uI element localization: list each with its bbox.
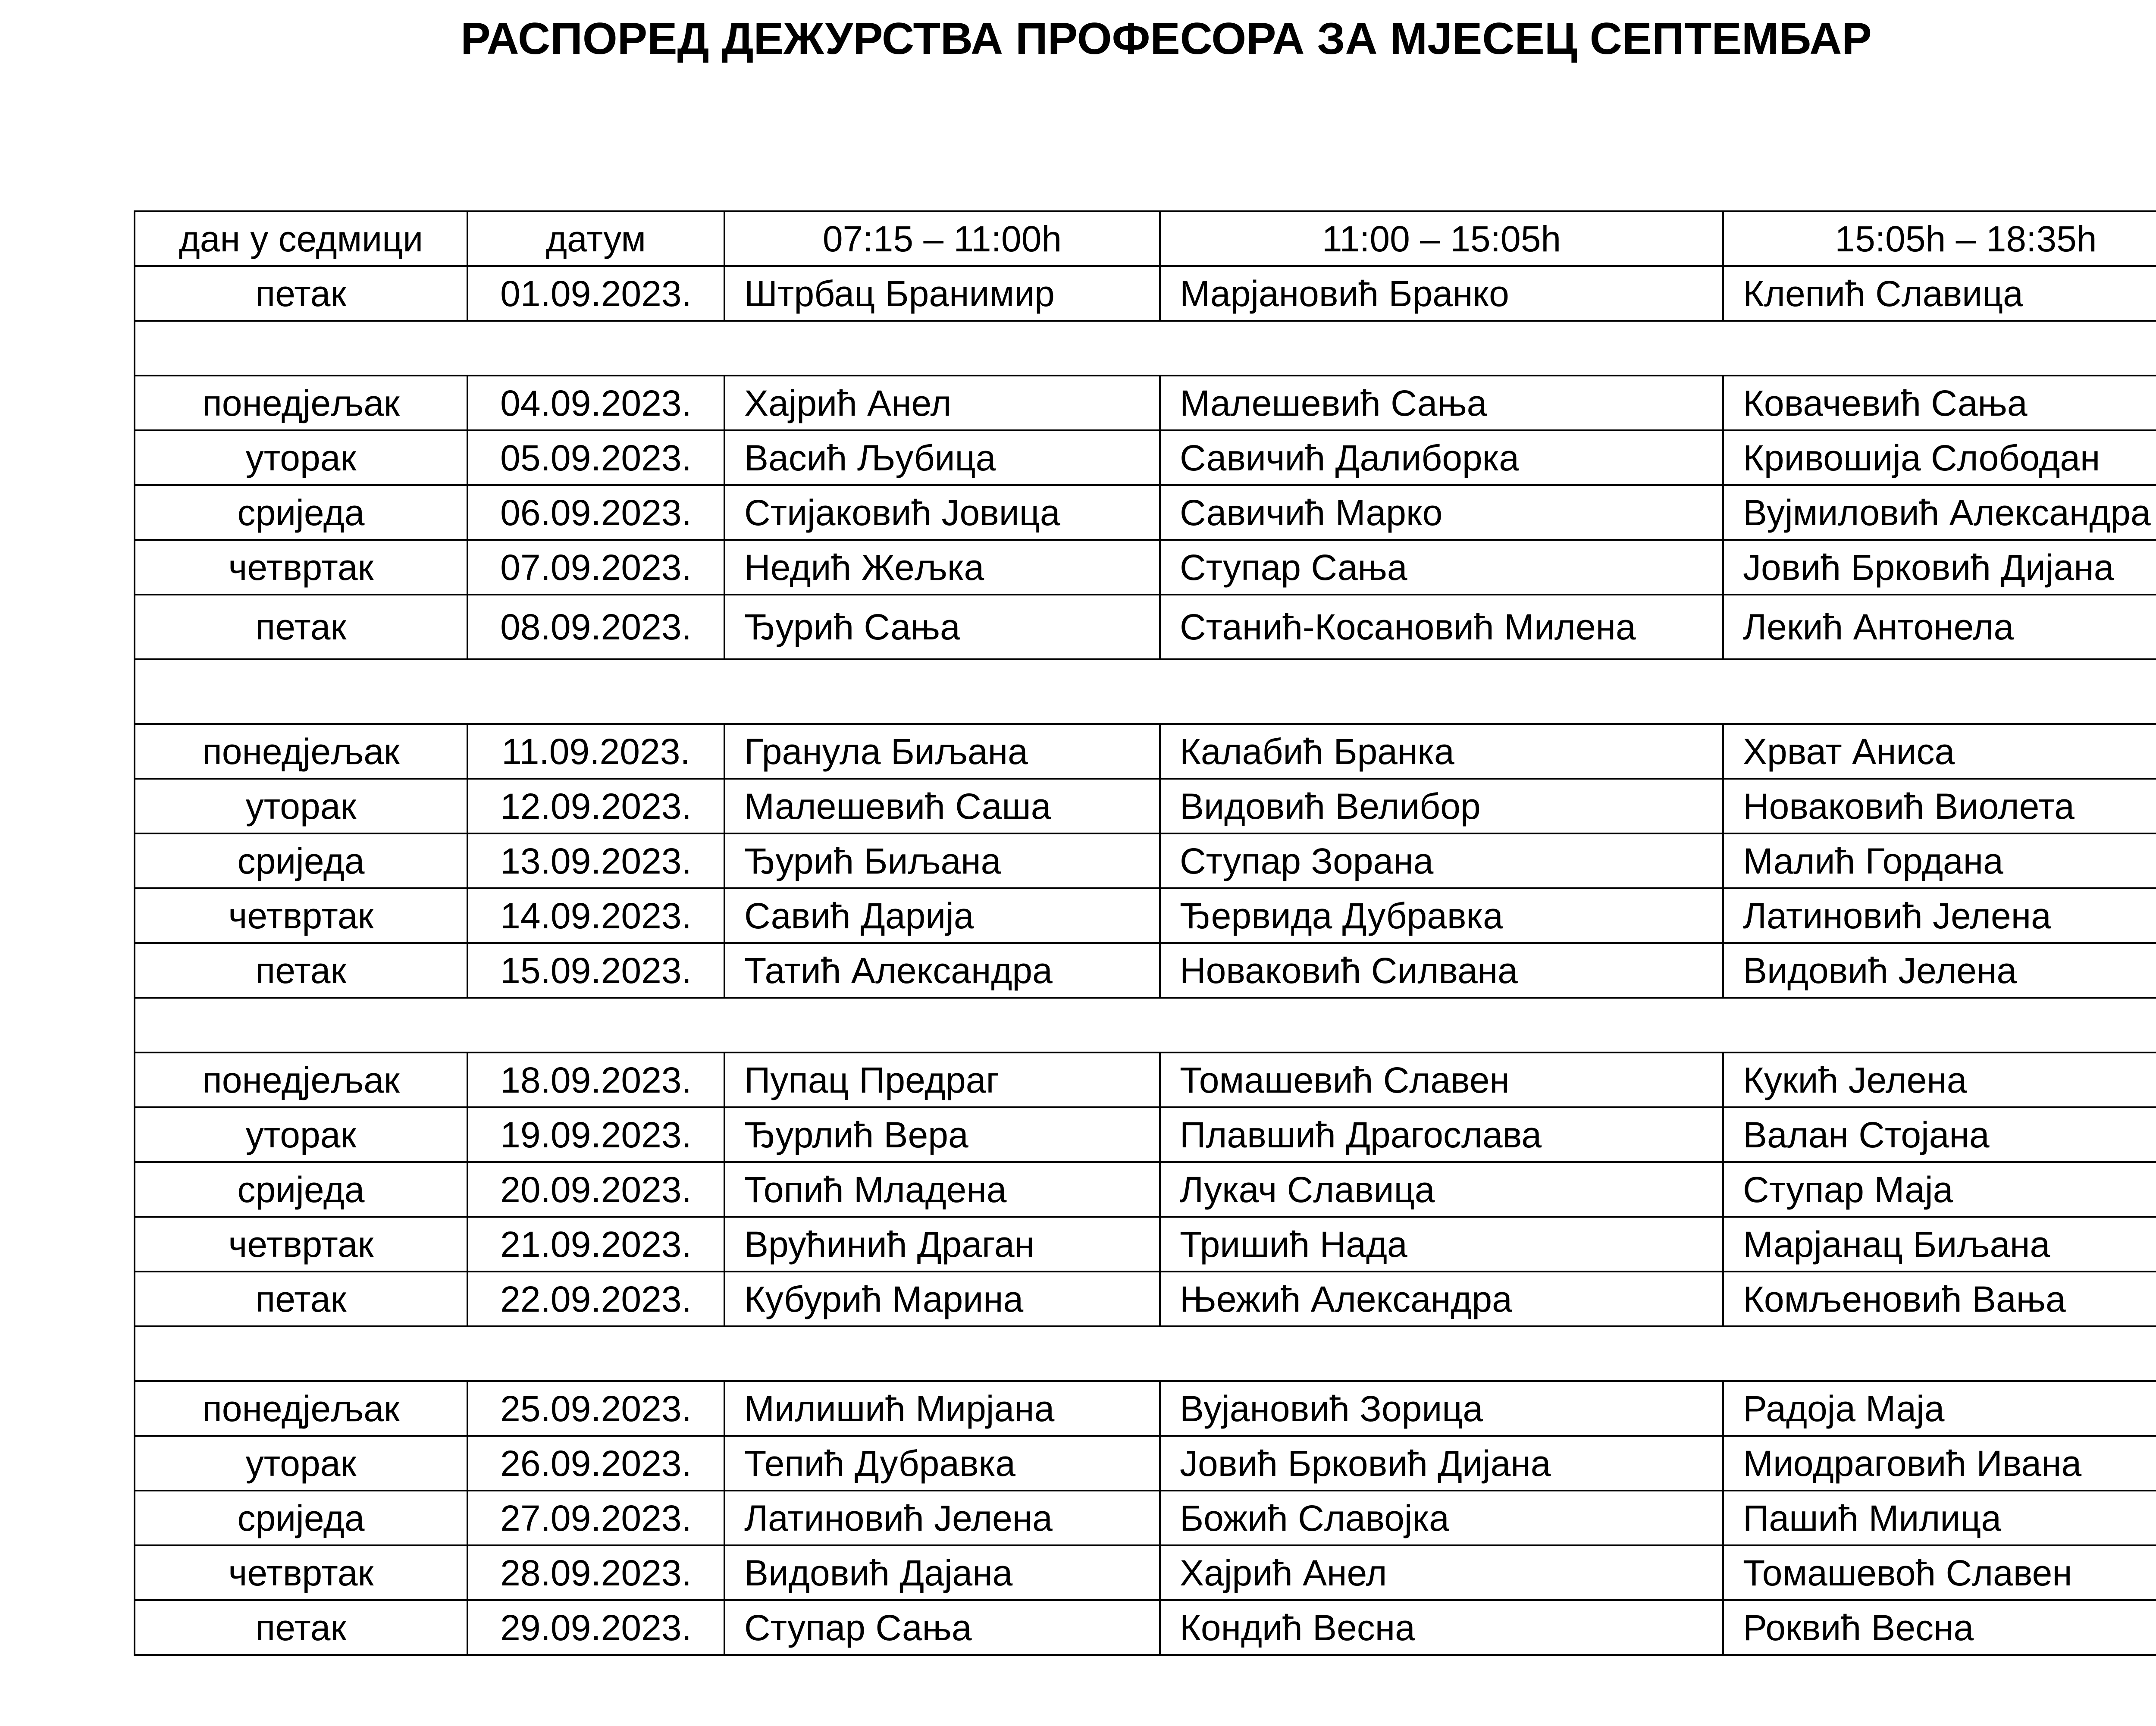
cell-date: 06.09.2023. [467,485,724,540]
table-row [135,485,2156,540]
cell-shift-2: Божић Славојка [1160,1491,1723,1545]
table-row [135,595,2156,659]
cell-date: 26.09.2023. [467,1436,724,1491]
cell-date: 20.09.2023. [467,1162,724,1217]
cell-day: петак [135,943,467,998]
cell-shift-2: Ступар Зорана [1160,833,1723,888]
cell-shift-1: Ђурић Сања [724,595,1160,659]
cell-day: понедјељак [135,1381,467,1436]
table-row [135,1545,2156,1600]
cell-day: уторак [135,779,467,833]
cell-shift-3: Латиновић Јелена [1723,888,2156,943]
cell-shift-2: Плавшић Драгослава [1160,1107,1723,1162]
cell-shift-3: Комљеновић Вања [1723,1272,2156,1326]
cell-date: 07.09.2023. [467,540,724,595]
cell-date: 25.09.2023. [467,1381,724,1436]
column-header-date: датум [467,211,724,266]
column-header-shift-1: 07:15 – 11:00h [724,211,1160,266]
cell-shift-1: Васић Љубица [724,430,1160,485]
cell-shift-1: Штрбац Бранимир [724,266,1160,321]
cell-day: четвртак [135,1545,467,1600]
table-row [135,540,2156,595]
table-row [135,430,2156,485]
cell-shift-3: Клепић Славица [1723,266,2156,321]
cell-day: сриједа [135,1491,467,1545]
cell-shift-2: Лукач Славица [1160,1162,1723,1217]
cell-shift-2: Њежић Александра [1160,1272,1723,1326]
cell-day: петак [135,595,467,659]
cell-shift-3: Пашић Милица [1723,1491,2156,1545]
week-separator-row [135,1326,2156,1381]
cell-date: 04.09.2023. [467,376,724,430]
cell-shift-2: Ђервида Дубравка [1160,888,1723,943]
table-row [135,266,2156,321]
cell-shift-2: Новаковић Силвана [1160,943,1723,998]
cell-day: понедјељак [135,376,467,430]
cell-shift-1: Милишић Мирјана [724,1381,1160,1436]
cell-shift-1: Врућинић Драган [724,1217,1160,1272]
table-row [135,779,2156,833]
cell-day: четвртак [135,888,467,943]
table-row [135,1053,2156,1107]
cell-shift-3: Ступар Маја [1723,1162,2156,1217]
cell-shift-3: Томашевоћ Славен [1723,1545,2156,1600]
cell-date: 01.09.2023. [467,266,724,321]
cell-shift-3: Радоја Маја [1723,1381,2156,1436]
cell-date: 14.09.2023. [467,888,724,943]
cell-date: 27.09.2023. [467,1491,724,1545]
table-row [135,888,2156,943]
cell-day: сриједа [135,1162,467,1217]
cell-shift-1: Латиновић Јелена [724,1491,1160,1545]
cell-date: 19.09.2023. [467,1107,724,1162]
cell-shift-3: Марјанац Биљана [1723,1217,2156,1272]
cell-day: петак [135,1600,467,1655]
cell-shift-2: Калабић Бранка [1160,724,1723,779]
cell-shift-3: Видовић Јелена [1723,943,2156,998]
cell-day: понедјељак [135,1053,467,1107]
table-row [135,1491,2156,1545]
cell-shift-2: Савичић Далиборка [1160,430,1723,485]
cell-shift-2: Вујановић Зорица [1160,1381,1723,1436]
cell-shift-1: Ступар Сања [724,1600,1160,1655]
table-row [135,1217,2156,1272]
cell-shift-3: Малић Гордана [1723,833,2156,888]
cell-shift-1: Кубурић Марина [724,1272,1160,1326]
cell-date: 12.09.2023. [467,779,724,833]
cell-day: четвртак [135,540,467,595]
table-row [135,833,2156,888]
cell-shift-1: Недић Жељка [724,540,1160,595]
cell-shift-1: Тепић Дубравка [724,1436,1160,1491]
table-row [135,1162,2156,1217]
cell-date: 21.09.2023. [467,1217,724,1272]
cell-shift-1: Видовић Дајана [724,1545,1160,1600]
cell-shift-2: Малешевић Сања [1160,376,1723,430]
cell-shift-1: Пупац Предраг [724,1053,1160,1107]
table-row [135,943,2156,998]
cell-shift-3: Јовић Брковић Дијана [1723,540,2156,595]
table-row [135,1272,2156,1326]
table-row [135,1600,2156,1655]
cell-shift-2: Марјановић Бранко [1160,266,1723,321]
duty-schedule-table [134,210,2156,1656]
cell-date: 05.09.2023. [467,430,724,485]
cell-shift-3: Лекић Антонела [1723,595,2156,659]
cell-shift-2: Јовић Брковић Дијана [1160,1436,1723,1491]
table-row [135,1436,2156,1491]
cell-day: сриједа [135,485,467,540]
cell-shift-1: Татић Александра [724,943,1160,998]
week-separator-cell [135,659,2156,724]
column-header-shift-3: 15:05h – 18:35h [1723,211,2156,266]
cell-shift-3: Хрват Аниса [1723,724,2156,779]
cell-shift-3: Миодраговић Ивана [1723,1436,2156,1491]
cell-day: понедјељак [135,724,467,779]
cell-shift-1: Гранула Биљана [724,724,1160,779]
cell-shift-2: Савичић Марко [1160,485,1723,540]
page-title: РАСПОРЕД ДЕЖУРСТВА ПРОФЕСОРА ЗА МЈЕСЕЦ СЕПТЕМБАР [461,14,1872,64]
week-separator-row [135,659,2156,724]
cell-shift-3: Валан Стојана [1723,1107,2156,1162]
table-row [135,376,2156,430]
cell-shift-1: Хајрић Анел [724,376,1160,430]
cell-shift-1: Топић Младена [724,1162,1160,1217]
cell-day: петак [135,266,467,321]
cell-shift-2: Станић-Косановић Милена [1160,595,1723,659]
cell-date: 22.09.2023. [467,1272,724,1326]
cell-date: 28.09.2023. [467,1545,724,1600]
cell-shift-3: Роквић Весна [1723,1600,2156,1655]
cell-shift-2: Томашевић Славен [1160,1053,1723,1107]
cell-day: петак [135,1272,467,1326]
cell-shift-1: Стијаковић Јовица [724,485,1160,540]
cell-day: уторак [135,430,467,485]
table-row [135,1381,2156,1436]
cell-date: 11.09.2023. [467,724,724,779]
week-separator-row [135,321,2156,376]
cell-day: уторак [135,1436,467,1491]
week-separator-row [135,998,2156,1053]
cell-shift-2: Хајрић Анел [1160,1545,1723,1600]
cell-shift-3: Ковачевић Сања [1723,376,2156,430]
table-row [135,724,2156,779]
cell-date: 18.09.2023. [467,1053,724,1107]
week-separator-cell [135,998,2156,1053]
cell-shift-1: Ђурлић Вера [724,1107,1160,1162]
cell-date: 15.09.2023. [467,943,724,998]
cell-date: 08.09.2023. [467,595,724,659]
cell-shift-2: Ступар Сања [1160,540,1723,595]
column-header-shift-2: 11:00 – 15:05h [1160,211,1723,266]
cell-shift-2: Тришић Нада [1160,1217,1723,1272]
cell-day: уторак [135,1107,467,1162]
cell-shift-1: Малешевић Саша [724,779,1160,833]
cell-shift-1: Ђурић Биљана [724,833,1160,888]
cell-shift-3: Кривошија Слободан [1723,430,2156,485]
cell-shift-3: Кукић Јелена [1723,1053,2156,1107]
cell-shift-2: Видовић Велибор [1160,779,1723,833]
cell-date: 29.09.2023. [467,1600,724,1655]
table-header-row [135,211,2156,266]
cell-shift-2: Кондић Весна [1160,1600,1723,1655]
cell-shift-3: Вујмиловић Александра [1723,485,2156,540]
column-header-day: дан у седмици [135,211,467,266]
week-separator-cell [135,321,2156,376]
cell-day: сриједа [135,833,467,888]
cell-date: 13.09.2023. [467,833,724,888]
cell-day: четвртак [135,1217,467,1272]
cell-shift-1: Савић Дарија [724,888,1160,943]
week-separator-cell [135,1326,2156,1381]
cell-shift-3: Новаковић Виолета [1723,779,2156,833]
table-row [135,1107,2156,1162]
